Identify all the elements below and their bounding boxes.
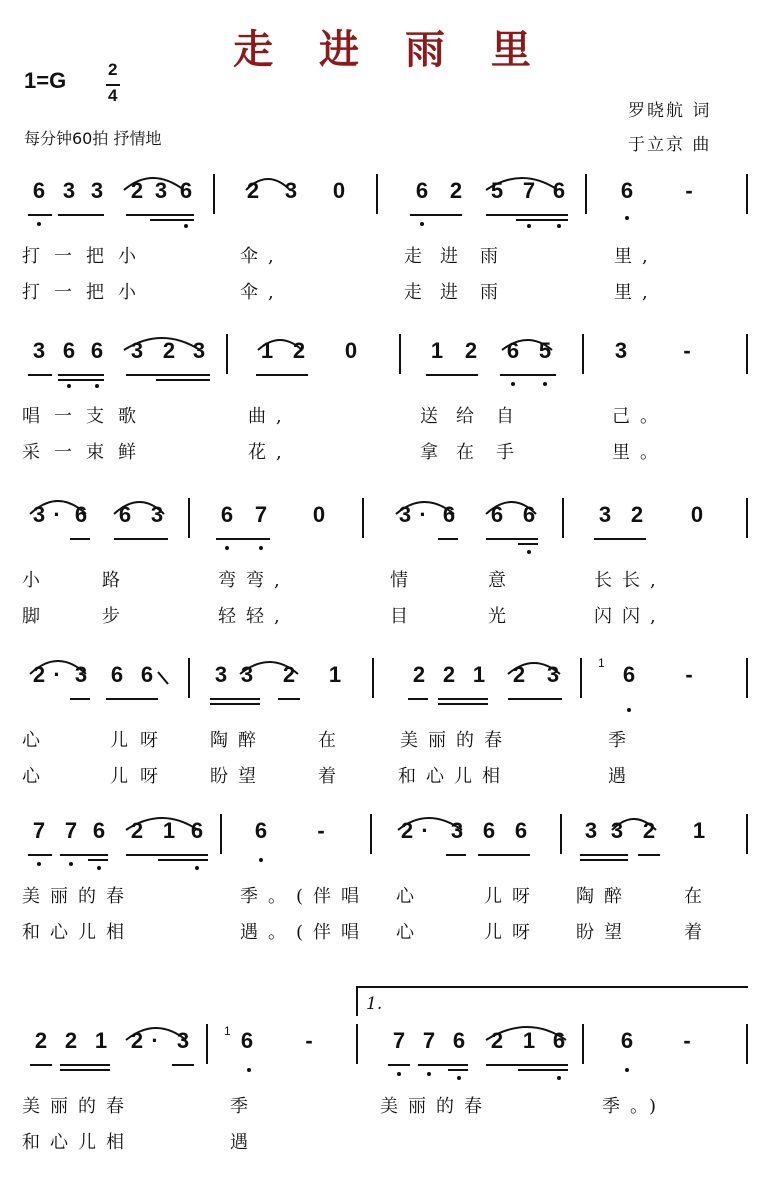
- note: 2: [246, 178, 260, 203]
- lyric-verse-1: 歌: [118, 406, 146, 427]
- composer-credit: 于立京 曲: [628, 135, 712, 155]
- note: 0: [690, 502, 704, 527]
- note: 2: [292, 338, 306, 363]
- note: 2: [130, 1028, 144, 1053]
- octave-dot: [557, 1076, 561, 1080]
- lyric-verse-2: 一: [54, 282, 82, 303]
- note: 2: [449, 178, 463, 203]
- note: 6: [92, 818, 106, 843]
- lyric-verse-1: 把: [86, 246, 114, 267]
- note: 6: [179, 178, 193, 203]
- note: 6: [110, 662, 124, 687]
- tie: [30, 501, 86, 514]
- dash-extension: -: [685, 178, 693, 203]
- lyric-verse-2: 心: [396, 922, 424, 943]
- lyric-verse-1: 弯弯,: [218, 570, 290, 591]
- lyric-verse-1: 给: [456, 406, 484, 427]
- note: 3: [74, 662, 88, 687]
- beam: [486, 1064, 568, 1066]
- lyric-verse-2: 在: [456, 442, 484, 463]
- octave-dot: [259, 858, 263, 862]
- octave-dot: [67, 384, 71, 388]
- beam: [438, 698, 488, 700]
- note: 1: [260, 338, 274, 363]
- note: 3: [284, 178, 298, 203]
- tie: [508, 663, 560, 674]
- beam: [70, 538, 90, 540]
- lyric-verse-1: 支: [86, 406, 114, 427]
- beam: [158, 859, 208, 861]
- note: 6: [490, 502, 504, 527]
- lyric-verse-2: 进: [440, 282, 468, 303]
- tie: [398, 818, 462, 830]
- note: 6: [190, 818, 204, 843]
- note: 2: [512, 662, 526, 687]
- lyric-verse-1: 唱: [22, 406, 50, 427]
- octave-dot: [527, 224, 531, 228]
- beam: [126, 374, 210, 376]
- note: 1: [162, 818, 176, 843]
- note: 7: [32, 818, 46, 843]
- note: 6: [522, 502, 536, 527]
- lyric-verse-1: 一: [54, 246, 82, 267]
- note: 3: [154, 178, 168, 203]
- beam: [88, 859, 108, 861]
- tie: [258, 340, 302, 350]
- beam: [106, 698, 158, 700]
- lyric-verse-1: 季。(伴唱: [240, 886, 370, 907]
- beam: [388, 1064, 410, 1066]
- lyric-verse-1: 走: [404, 246, 432, 267]
- lyric-verse-1: 意: [488, 570, 516, 591]
- lyric-verse-2: 着: [318, 766, 346, 787]
- beam: [448, 1069, 468, 1071]
- note: 6: [452, 1028, 466, 1053]
- beam: [408, 698, 428, 700]
- lyric-verse-1: 季。): [602, 1096, 667, 1117]
- lyric-verse-1: 进: [440, 246, 468, 267]
- note: 3: [32, 338, 46, 363]
- lyric-verse-1: 美丽的春: [400, 730, 512, 751]
- augmentation-dot: ·: [419, 502, 427, 527]
- lyric-verse-1: 心: [396, 886, 424, 907]
- tie: [114, 502, 164, 514]
- note: 6: [514, 818, 528, 843]
- tie: [126, 1028, 186, 1040]
- note: 0: [312, 502, 326, 527]
- note: 0: [344, 338, 358, 363]
- lyric-verse-1: 美丽的春: [380, 1096, 492, 1117]
- beam: [580, 859, 628, 861]
- augmentation-dot: ·: [53, 502, 61, 527]
- lyric-verse-2: 步: [102, 606, 130, 627]
- tie: [486, 502, 536, 514]
- note: 7: [392, 1028, 406, 1053]
- lyric-verse-2: 心: [22, 766, 50, 787]
- beam: [60, 854, 108, 856]
- beam: [172, 1064, 194, 1066]
- note: 6: [415, 178, 429, 203]
- note: 2: [642, 818, 656, 843]
- lyric-verse-2: 和心儿相: [398, 766, 510, 787]
- beam: [426, 374, 478, 376]
- lyric-verse-1: 自: [496, 406, 524, 427]
- note: 2: [490, 1028, 504, 1053]
- lyric-verse-1: 小: [22, 570, 50, 591]
- note: 3: [130, 338, 144, 363]
- note: 6: [254, 818, 268, 843]
- beam: [58, 379, 104, 381]
- tie: [124, 178, 184, 190]
- lyric-verse-1: 儿: [110, 730, 138, 751]
- lyric-verse-2: 里。: [612, 442, 668, 463]
- note: 6: [118, 502, 132, 527]
- lyric-verse-2: 遇: [230, 1132, 258, 1153]
- note: 6: [62, 338, 76, 363]
- beam: [580, 854, 628, 856]
- dash-extension: -: [317, 818, 325, 843]
- octave-dot: [397, 1072, 401, 1076]
- lyric-verse-2: 和心儿相: [22, 922, 134, 943]
- note: 2: [630, 502, 644, 527]
- beam: [28, 854, 52, 856]
- note: 6: [140, 662, 154, 687]
- note: 6: [74, 502, 88, 527]
- note: 2: [64, 1028, 78, 1053]
- octave-dot: [225, 546, 229, 550]
- beam: [418, 1064, 468, 1066]
- note: 3: [610, 818, 624, 843]
- lyric-verse-2: 小: [118, 282, 146, 303]
- tie: [30, 661, 86, 674]
- octave-dot: [543, 382, 547, 386]
- octave-dot: [69, 862, 73, 866]
- lyric-verse-2: 目: [390, 606, 418, 627]
- beam: [410, 214, 462, 216]
- lyric-verse-2: 闪闪,: [594, 606, 666, 627]
- breath-mark: [158, 672, 168, 684]
- note: 3: [398, 502, 412, 527]
- grace-note-b: 1: [224, 1024, 231, 1038]
- lyric-verse-1: 一: [54, 406, 82, 427]
- note: 1: [472, 662, 486, 687]
- note: 6: [32, 178, 46, 203]
- beam: [216, 538, 270, 540]
- lyric-verse-1: 雨: [480, 246, 508, 267]
- beam: [638, 854, 660, 856]
- beam: [210, 698, 260, 700]
- octave-dot: [457, 1076, 461, 1080]
- beam: [518, 1069, 568, 1071]
- note: 2: [412, 662, 426, 687]
- note: 1: [522, 1028, 536, 1053]
- tie: [612, 819, 656, 830]
- note: 3: [214, 662, 228, 687]
- note: 3: [176, 1028, 190, 1053]
- grace-note: 1: [598, 656, 605, 670]
- beam: [594, 538, 646, 540]
- tie: [486, 178, 558, 190]
- note: 1: [692, 818, 706, 843]
- lyric-verse-2: 轻轻,: [218, 606, 290, 627]
- beam: [256, 374, 308, 376]
- octave-dot: [184, 224, 188, 228]
- note: 2: [130, 818, 144, 843]
- lyric-verse-1: 长长,: [594, 570, 666, 591]
- octave-dot: [37, 222, 41, 226]
- lyric-verse-1: 心: [22, 730, 50, 751]
- beam: [500, 374, 556, 376]
- beam: [438, 703, 488, 705]
- lyric-verse-2: 拿: [420, 442, 448, 463]
- beam: [516, 219, 568, 221]
- song-title: 走 进 雨 里: [233, 27, 547, 73]
- lyric-verse-2: 呀: [140, 766, 168, 787]
- lyric-verse-2: 儿呀: [484, 922, 540, 943]
- note: 3: [450, 818, 464, 843]
- note: 2: [32, 662, 46, 687]
- dash-extension: -: [683, 338, 691, 363]
- note: 3: [62, 178, 76, 203]
- lyric-verse-1: 季: [230, 1096, 258, 1117]
- note: 3: [90, 178, 104, 203]
- note: 5: [490, 178, 504, 203]
- lyric-verse-2: 走: [404, 282, 432, 303]
- note: 1: [328, 662, 342, 687]
- beam: [486, 538, 538, 540]
- lyricist-credit: 罗晓航 词: [628, 101, 712, 121]
- beam: [70, 698, 90, 700]
- octave-dot: [97, 866, 101, 870]
- note: 3: [598, 502, 612, 527]
- lyric-verse-1: 打: [22, 246, 50, 267]
- note: 2: [162, 338, 176, 363]
- octave-dot: [95, 384, 99, 388]
- tie: [246, 179, 290, 190]
- note: 7: [422, 1028, 436, 1053]
- key-signature: 1=G: [24, 68, 67, 93]
- note: 2: [464, 338, 478, 363]
- note: 3: [150, 502, 164, 527]
- octave-dot: [511, 382, 515, 386]
- beam: [60, 1064, 110, 1066]
- lyric-verse-1: 在: [684, 886, 712, 907]
- dash-extension: -: [683, 1028, 691, 1053]
- note: 6: [90, 338, 104, 363]
- lyric-verse-1: 伞,: [240, 246, 284, 267]
- lyric-verse-1: 季: [608, 730, 636, 751]
- octave-dot: [195, 866, 199, 870]
- octave-dot: [557, 224, 561, 228]
- beam: [446, 854, 466, 856]
- lyric-verse-2: 脚: [22, 606, 50, 627]
- augmentation-dot: ·: [421, 818, 429, 843]
- beam: [114, 538, 168, 540]
- beam: [478, 854, 530, 856]
- octave-dot: [625, 1068, 629, 1072]
- note: 3: [584, 818, 598, 843]
- lyric-verse-1: 呀: [140, 730, 168, 751]
- lyric-verse-2: 花,: [248, 442, 292, 463]
- lyric-verse-2: 束: [86, 442, 114, 463]
- lyric-verse-2: 伞,: [240, 282, 284, 303]
- lyric-verse-2: 打: [22, 282, 50, 303]
- augmentation-dot: ·: [53, 662, 61, 687]
- lyric-verse-2: 光: [488, 606, 516, 627]
- lyric-verse-2: 把: [86, 282, 114, 303]
- beam: [518, 543, 538, 545]
- lyric-verse-2: 和心儿相: [22, 1132, 134, 1153]
- beam: [58, 374, 104, 376]
- tempo-marking: 每分钟60拍 抒情地: [24, 129, 162, 148]
- note: 2: [282, 662, 296, 687]
- beam: [210, 703, 260, 705]
- note: 2: [34, 1028, 48, 1053]
- octave-dot: [627, 708, 631, 712]
- lyric-verse-2: 鲜: [118, 442, 146, 463]
- tie: [502, 340, 552, 350]
- lyric-verse-1: 儿呀: [484, 886, 540, 907]
- note: 7: [522, 178, 536, 203]
- beam: [486, 214, 568, 216]
- beam: [508, 698, 562, 700]
- beam: [58, 214, 104, 216]
- note: 6: [240, 1028, 254, 1053]
- note: 6: [506, 338, 520, 363]
- octave-dot: [247, 1068, 251, 1072]
- lyric-verse-1: 陶醉: [210, 730, 266, 751]
- note: 2: [400, 818, 414, 843]
- dash-extension: -: [685, 662, 693, 687]
- beam: [30, 1064, 52, 1066]
- time-signature-bottom: 4: [108, 86, 118, 105]
- note: 2: [130, 178, 144, 203]
- beam: [126, 214, 194, 216]
- lyric-verse-2: 遇: [608, 766, 636, 787]
- beam: [28, 214, 52, 216]
- lyric-verse-2: 一: [54, 442, 82, 463]
- lyric-verse-1: 陶醉: [576, 886, 632, 907]
- beam: [438, 538, 458, 540]
- tie: [124, 338, 200, 350]
- volta-number: 1.: [366, 994, 383, 1014]
- lyric-verse-2: 里,: [614, 282, 658, 303]
- lyric-verse-1: 在: [318, 730, 346, 751]
- lyric-verse-1: 曲,: [248, 406, 292, 427]
- lyric-verse-2: 盼望: [576, 922, 632, 943]
- lyric-verse-1: 美丽的春: [22, 886, 134, 907]
- lyric-verse-2: 雨: [480, 282, 508, 303]
- lyric-verse-1: 里,: [614, 246, 658, 267]
- lyric-verse-1: 路: [102, 570, 130, 591]
- note: 3: [546, 662, 560, 687]
- note: 3: [614, 338, 628, 363]
- lyric-verse-2: 盼望: [210, 766, 266, 787]
- beam: [126, 854, 208, 856]
- octave-dot: [625, 216, 629, 220]
- beam: [60, 1069, 110, 1071]
- lyric-verse-1: 情: [390, 570, 418, 591]
- octave-dot: [259, 546, 263, 550]
- lyric-verse-2: 遇。(伴唱: [240, 922, 370, 943]
- augmentation-dot: ·: [151, 1028, 159, 1053]
- note: 0: [332, 178, 346, 203]
- lyric-verse-2: 儿: [110, 766, 138, 787]
- note: 6: [552, 178, 566, 203]
- note: 6: [620, 1028, 634, 1053]
- lyric-verse-1: 小: [118, 246, 146, 267]
- time-signature-top: 2: [108, 60, 118, 79]
- note: 6: [220, 502, 234, 527]
- lyric-verse-1: 己。: [612, 406, 668, 427]
- dash-extension: -: [305, 1028, 313, 1053]
- lyric-verse-2: 采: [22, 442, 50, 463]
- lyric-verse-1: 美丽的春: [22, 1096, 134, 1117]
- lyric-verse-2: 着: [684, 922, 712, 943]
- note: 6: [482, 818, 496, 843]
- note: 6: [622, 662, 636, 687]
- note: 2: [442, 662, 456, 687]
- tie: [240, 662, 298, 674]
- note: 5: [538, 338, 552, 363]
- lyric-verse-1: 送: [420, 406, 448, 427]
- beam: [156, 379, 210, 381]
- octave-dot: [427, 1072, 431, 1076]
- octave-dot: [527, 550, 531, 554]
- note: 6: [442, 502, 456, 527]
- note: 6: [552, 1028, 566, 1053]
- beam: [278, 698, 300, 700]
- octave-dot: [37, 862, 41, 866]
- note: 3: [192, 338, 206, 363]
- beam: [150, 219, 194, 221]
- lyric-verse-2: 手: [496, 442, 524, 463]
- tie: [396, 502, 454, 514]
- tie: [486, 1027, 566, 1040]
- note: 3: [240, 662, 254, 687]
- note: 6: [620, 178, 634, 203]
- note: 3: [32, 502, 46, 527]
- note: 1: [94, 1028, 108, 1053]
- octave-dot: [420, 222, 424, 226]
- note: 7: [64, 818, 78, 843]
- beam: [28, 374, 52, 376]
- note: 7: [254, 502, 268, 527]
- tie: [126, 818, 198, 830]
- note: 1: [430, 338, 444, 363]
